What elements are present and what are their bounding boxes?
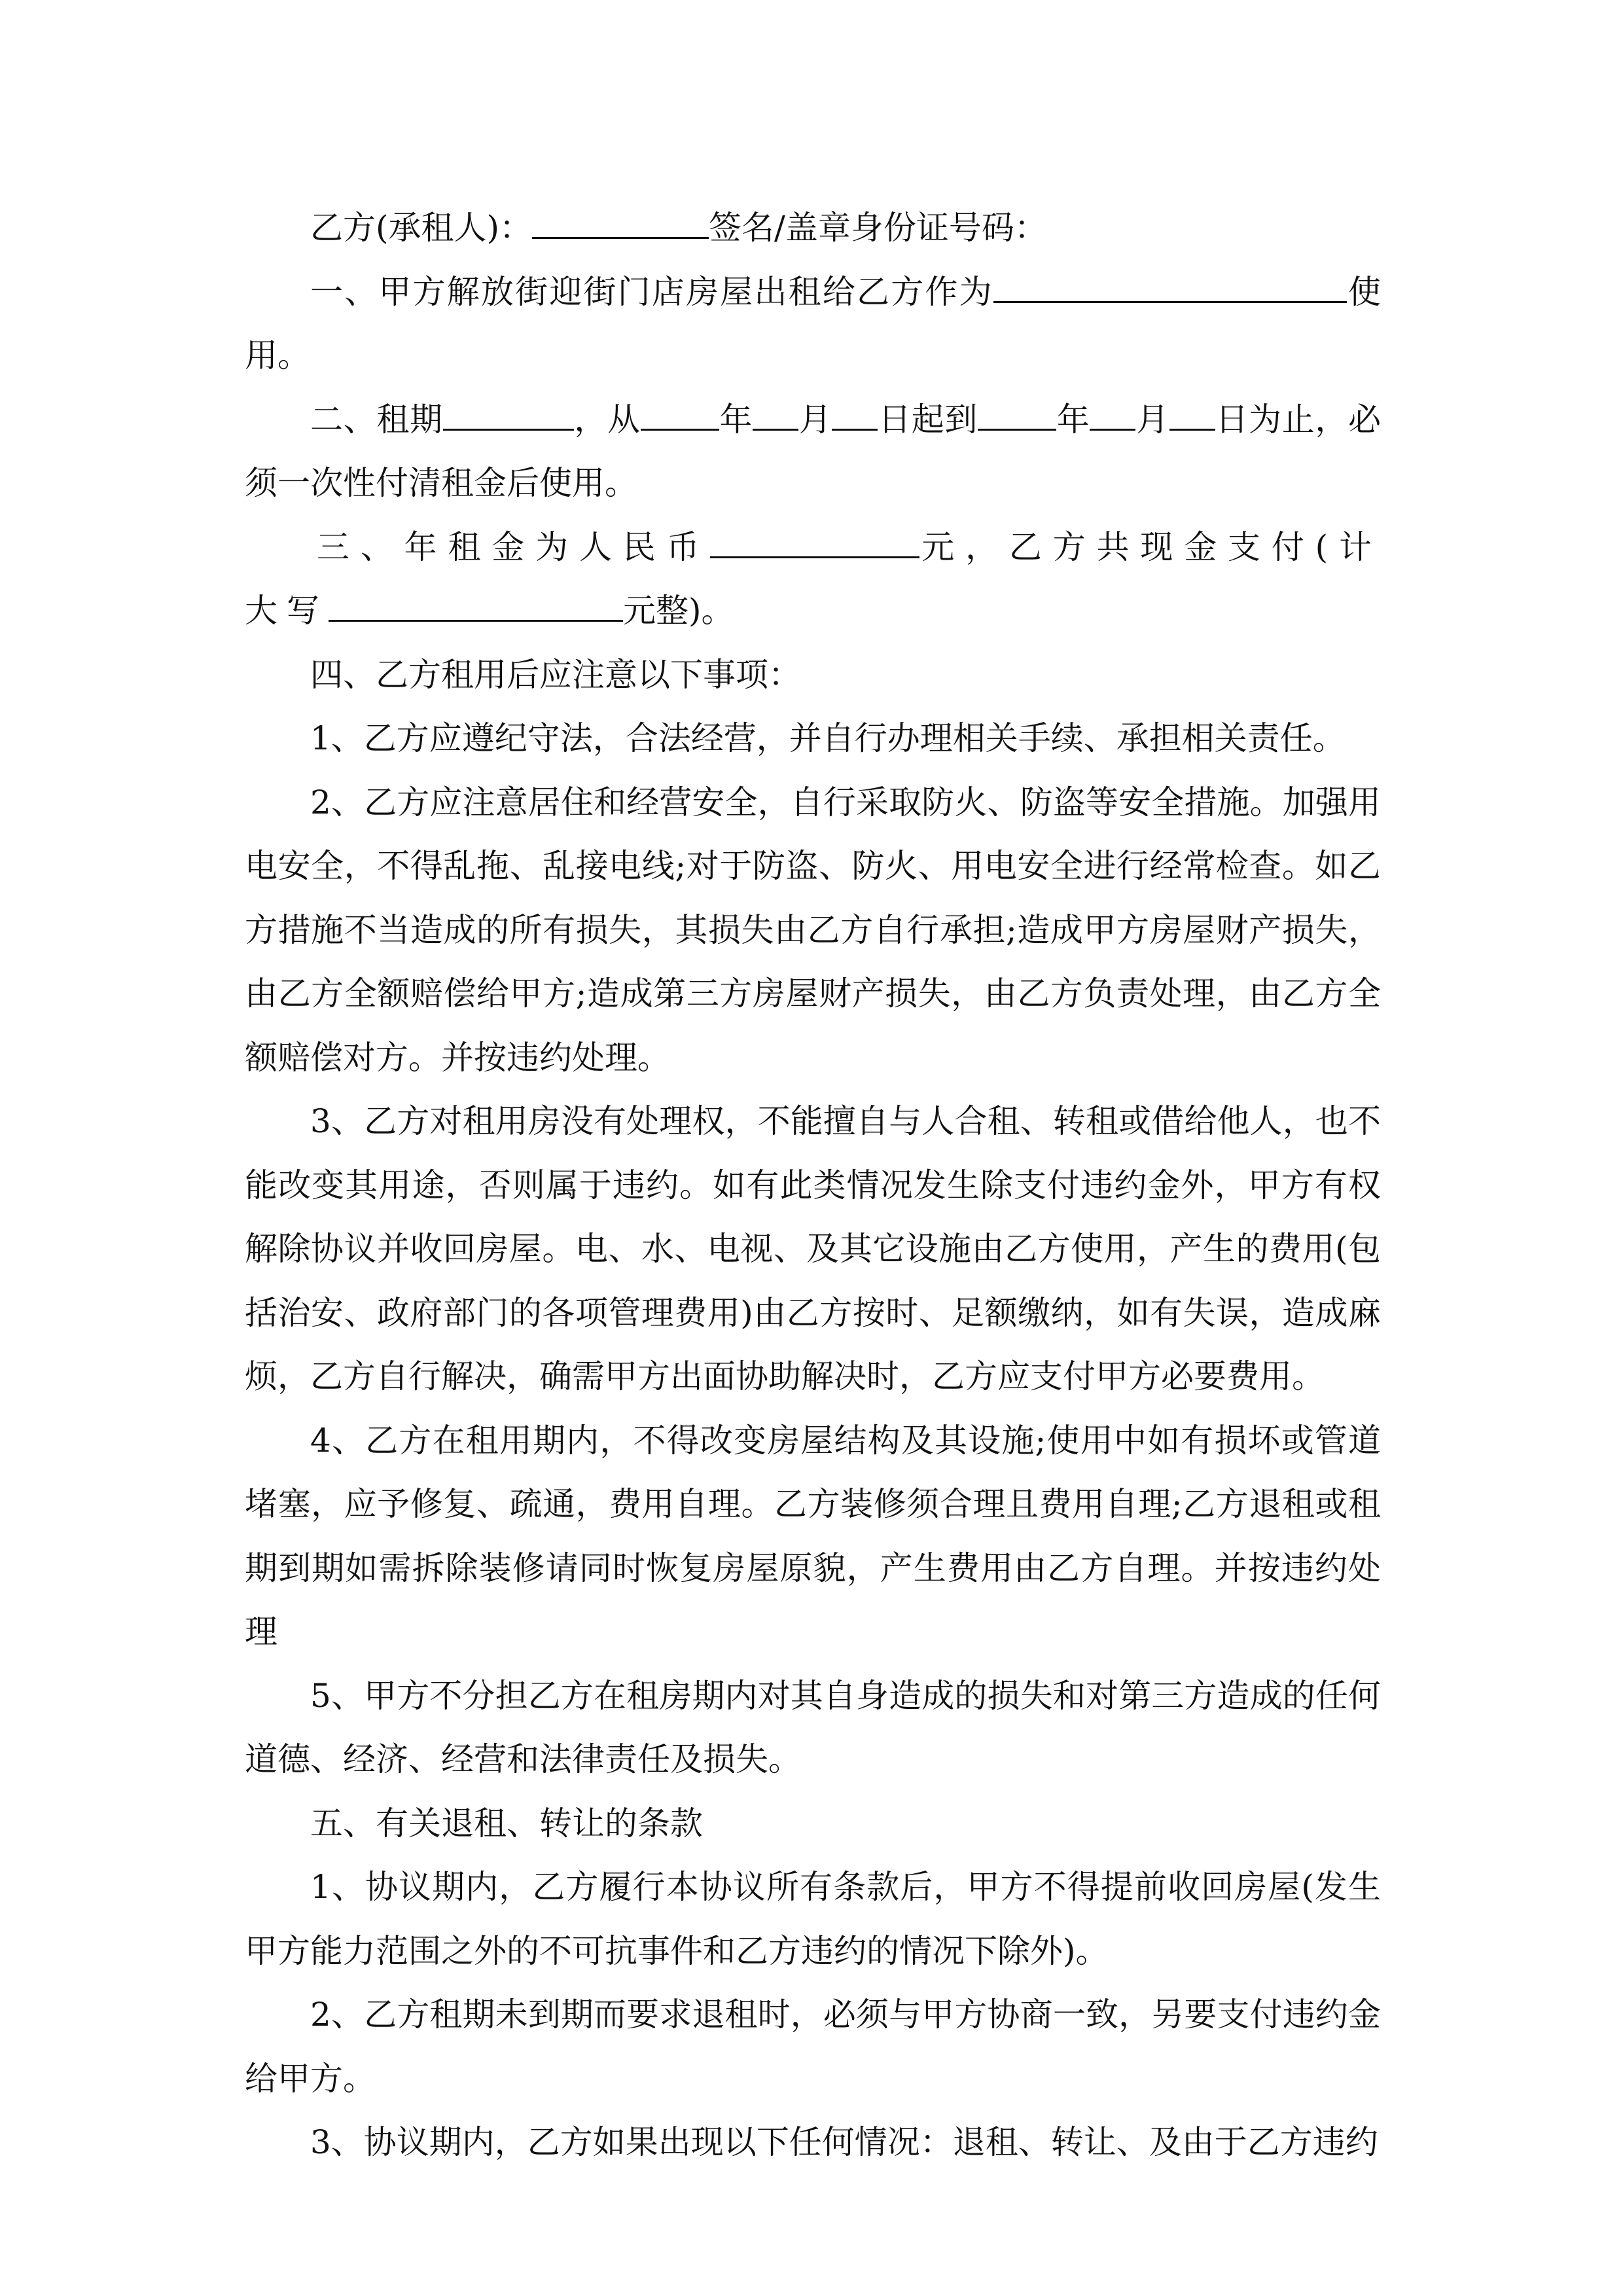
clause-5-item-3: 3、协议期内，乙方如果出现以下任何情况：退租、转让、及由于乙方违约 — [310, 2123, 1378, 2161]
clause-5-item-1: 1、协议期内，乙方履行本协议所有条款后，甲方不得提前收回房屋(发生甲方能力范围之外的不可抗事件和乙方违约的情况下除外)。 — [245, 1868, 1381, 1970]
rent-in-words-blank[interactable] — [329, 590, 623, 622]
clause-1-text: 一、甲方解放街迎街门店房屋出租给乙方作为 — [310, 272, 993, 311]
clause-2-label: 二、租期 — [310, 400, 443, 439]
clause-1-end: 使用。 — [245, 272, 1382, 374]
clause-2-month-2: 月 — [1135, 400, 1169, 439]
clause-2-year-1: 年 — [719, 400, 753, 439]
clause-2-line-2: 必须一次性付清租金后使用。 — [245, 400, 1382, 502]
clause-2-day-2: 日为止， — [1215, 400, 1349, 439]
usage-purpose-blank[interactable] — [993, 272, 1347, 303]
clause-5-item-2: 2、乙方租期未到期而要求退租时，必须与甲方协商一致，另要支付违约金给甲方。 — [245, 1996, 1381, 2098]
clause-4-item-3: 3、乙方对租用房没有处理权，不能擅自与人合租、转租或借给他人，也不能改变其用途，否则属于违约。如有此类情况发生除支付违约金外，甲方有权解除协议并收回房屋。电、水、电视、及其它设施由乙方使用，产生的费用(包括治安、政府部门的各项管理费用)由乙方按时、足额缴纳，如有失误，造成麻烦，乙方自行解决，确需甲方出面协助解决时，乙方应支付甲方必要费用。 — [245, 1102, 1381, 1395]
clause-3-end: 元整)。 — [623, 592, 734, 630]
clause-2-day-1: 日起到 — [878, 400, 978, 439]
annual-rent-blank[interactable] — [710, 527, 919, 558]
clause-1 — [245, 260, 1381, 388]
clause-4-title: 四、乙方租用后应注意以下事项： — [310, 655, 801, 694]
clause-2-month-1: 月 — [798, 400, 832, 439]
start-day-blank[interactable] — [832, 399, 878, 431]
end-day-blank[interactable] — [1169, 399, 1215, 431]
clause-5-title: 五、有关退租、转让的条款 — [310, 1804, 703, 1842]
clause-2 — [245, 388, 1381, 516]
sign-label: 签名/盖章身份证号码： — [709, 209, 1047, 247]
party-b-line — [245, 196, 1381, 260]
clause-3-label: 三、年租金为人民币 — [317, 528, 711, 566]
clause-4-item-5: 5、甲方不分担乙方在租房期内对其自身造成的损失和对第三方造成的任何道德、经济、经营和法律责任及损失。 — [245, 1676, 1381, 1778]
clause-3-middle: 元，乙方共现金支付(计大写 — [245, 528, 1381, 630]
contract-body — [245, 196, 1381, 2175]
clause-4-item-4: 4、乙方在租用期内，不得改变房屋结构及其设施;使用中如有损坏或管道堵塞，应予修复、疏通，费用自理。乙方装修须合理且费用自理;乙方退租或租期到期如需拆除装修请同时恢复房屋原貌，产生费用由乙方自理。并按违约处理 — [245, 1421, 1381, 1651]
clause-2-year-2: 年 — [1056, 400, 1090, 439]
party-b-label: 乙方(承租人)： — [310, 209, 533, 247]
clause-4-item-1: 1、乙方应遵纪守法，合法经营，并自行办理相关手续、承担相关责任。 — [310, 719, 1346, 757]
party-b-name-blank[interactable] — [532, 207, 709, 239]
end-year-blank[interactable] — [978, 399, 1056, 431]
end-month-blank[interactable] — [1090, 399, 1135, 431]
clause-3 — [245, 516, 1381, 643]
lease-term-blank[interactable] — [443, 399, 574, 431]
clause-4-item-2: 2、乙方应注意居住和经营安全，自行采取防火、防盗等安全措施。加强用电安全，不得乱拖、乱接电线;对于防盗、防火、用电安全进行经常检查。如乙方措施不当造成的所有损失，其损失由乙方自行承担;造成甲方房屋财产损失，由乙方全额赔偿给甲方;造成第三方房屋财产损失，由乙方负责处理，由乙方全额赔偿对方。并按违约处理。 — [245, 783, 1381, 1077]
start-year-blank[interactable] — [641, 399, 719, 431]
clause-2-from: ，从 — [573, 400, 641, 439]
start-month-blank[interactable] — [753, 399, 798, 431]
